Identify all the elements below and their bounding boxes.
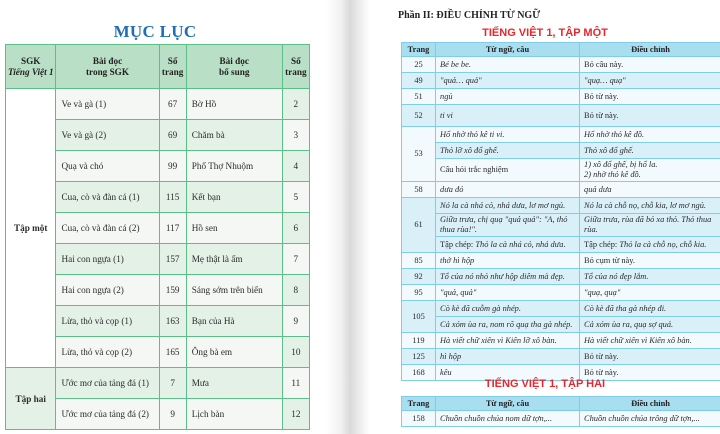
- table-row: [402, 89, 720, 105]
- adjust-cell: Hà viết chữ xiên vì Kiên xô bàn.: [580, 333, 720, 349]
- phrase-cell: "quả, quả": [436, 285, 580, 301]
- phrase-cell: ti vi: [436, 105, 580, 127]
- adjust-cell: Cả xóm ùa ra, quạ sợ quá.: [580, 317, 720, 333]
- table-row: [402, 349, 720, 365]
- page-cell: 58: [402, 182, 436, 198]
- extra-page: 9: [282, 306, 309, 337]
- adjust-cell: Cò kè đã tha gà nhép đi.: [580, 301, 720, 317]
- volume1-title: TIẾNG VIỆT 1, TẬP MỘT: [482, 27, 608, 39]
- extra-page: 6: [282, 213, 309, 244]
- phrase-cell: Hà viết chữ xiên vì Kiên lỡ xô bàn.: [436, 333, 580, 349]
- reading-title: Lừa, thỏ và cọp (2): [56, 337, 159, 368]
- table-row: [402, 411, 720, 427]
- reading-page: 69: [159, 120, 186, 151]
- phrase-cell: dưa đỏ: [436, 182, 580, 198]
- volume-label: Tập hai: [6, 368, 56, 430]
- extra-title: Mẹ thật là ấm: [186, 244, 282, 275]
- table-row: [402, 301, 720, 317]
- adjust-cell: Tổ của nó đẹp lắm.: [580, 269, 720, 285]
- right-page: [370, 0, 720, 434]
- reading-page: 117: [159, 213, 186, 244]
- adjust-cell: Bỏ từ này.: [580, 105, 720, 127]
- table-header-row: [402, 43, 720, 57]
- reading-page: 159: [159, 275, 186, 306]
- phrase-cell: Thỏ lỡ xô đổ ghế.: [436, 143, 580, 159]
- adjust-cell: Nó la cà chỗ nọ, chỗ kia, lơ mơ ngủ.: [580, 198, 720, 214]
- adjust-cell: "quạ, quạ": [580, 285, 720, 301]
- table-row: [402, 333, 720, 349]
- page-cell: 25: [402, 57, 436, 73]
- header-phrase: Từ ngữ, câu: [436, 397, 580, 411]
- volume2-title: TIẾNG VIỆT 1, TẬP HAI: [484, 378, 606, 390]
- table-row: [402, 182, 720, 198]
- page-cell: 49: [402, 73, 436, 89]
- phrase-cell: hì hộp: [436, 349, 580, 365]
- table-row: [402, 285, 720, 301]
- book-gutter: [326, 0, 370, 434]
- adjust-cell: Chuồn chuồn chúa trông dữ tợn,...: [580, 411, 720, 427]
- extra-page: 10: [282, 337, 309, 368]
- page-cell: 53: [402, 127, 436, 182]
- table-row: [402, 269, 720, 285]
- adjust-cell: "quạ… quạ": [580, 73, 720, 89]
- phrase-cell: "quả… quả": [436, 73, 580, 89]
- reading-title: Ve và gà (2): [56, 120, 159, 151]
- header-reading: Bài đọc trong SGK: [56, 45, 159, 89]
- page-cell: 51: [402, 89, 436, 105]
- phrase-cell: Cả xóm ùa ra, nom rõ quạ tha gà nhép.: [436, 317, 580, 333]
- part-title: Phần II: ĐIỀU CHỈNH TỪ NGỮ: [398, 10, 541, 21]
- reading-title: Quạ và chó: [56, 151, 159, 182]
- extra-page: 3: [282, 120, 309, 151]
- reading-page: 9: [159, 399, 186, 430]
- page-cell: 92: [402, 269, 436, 285]
- extra-title: Lịch bàn: [186, 399, 282, 430]
- header-extra-page: Số trang: [282, 45, 309, 89]
- table-row: [402, 127, 720, 143]
- adjust-cell: Bỏ cụm từ này.: [580, 253, 720, 269]
- phrase-cell: Giữa trưa, chị quạ "quả quả": "A, thỏ thua rùa!".: [436, 214, 580, 237]
- header-page: Trang: [402, 397, 436, 411]
- reading-page: 157: [159, 244, 186, 275]
- adjust-cell: Bỏ từ này.: [580, 349, 720, 365]
- table-row: [402, 317, 720, 333]
- extra-title: Sáng sớm trên biển: [186, 275, 282, 306]
- table-row: [402, 73, 720, 89]
- extra-title: Phố Thợ Nhuộm: [186, 151, 282, 182]
- toc-table: [5, 44, 310, 430]
- page-cell: 119: [402, 333, 436, 349]
- page-cell: 125: [402, 349, 436, 365]
- extra-title: Mưa: [186, 368, 282, 399]
- page-cell: 105: [402, 301, 436, 333]
- reading-title: Hai con ngựa (2): [56, 275, 159, 306]
- table-row: [6, 89, 310, 120]
- page-cell: 52: [402, 105, 436, 127]
- extra-page: 8: [282, 275, 309, 306]
- extra-page: 2: [282, 89, 309, 120]
- extra-page: 5: [282, 182, 309, 213]
- table-row: [402, 105, 720, 127]
- phrase-cell: Bé be be.: [436, 57, 580, 73]
- extra-page: 4: [282, 151, 309, 182]
- page-cell: 168: [402, 365, 436, 381]
- extra-title: Kết bạn: [186, 182, 282, 213]
- adjust-cell: Hổ nhờ thỏ kê đồ.: [580, 127, 720, 143]
- adjust-cell: 1) xô đổ ghế, bị hổ la. 2) nhờ thỏ kê đồ.: [580, 159, 720, 182]
- adjust-cell: Bỏ từ này.: [580, 89, 720, 105]
- extra-page: 12: [282, 399, 309, 430]
- toc-title: MỤC LỤC: [113, 22, 197, 41]
- adjust-cell: Tập chép: Thỏ la cà chỗ nọ, chỗ kia.: [580, 237, 720, 253]
- extra-title: Chăm bà: [186, 120, 282, 151]
- table-row: [402, 214, 720, 237]
- phrase-cell: Hổ nhờ thỏ kê ti vi.: [436, 127, 580, 143]
- extra-title: Hồ sen: [186, 213, 282, 244]
- phrase-cell: Nó la cà nhá cỏ, nhá dưa, lơ mơ ngủ.: [436, 198, 580, 214]
- extra-title: Bờ Hồ: [186, 89, 282, 120]
- reading-title: Lừa, thỏ và cọp (1): [56, 306, 159, 337]
- table-header-row: [402, 397, 720, 411]
- header-page: Trang: [402, 43, 436, 57]
- toc-header-row: [6, 45, 310, 89]
- phrase-cell: kêu: [436, 365, 580, 381]
- adjust-cell: Bỏ câu này.: [580, 57, 720, 73]
- table-row: [402, 253, 720, 269]
- header-phrase: Từ ngữ, câu: [436, 43, 580, 57]
- table-row: [402, 143, 720, 159]
- page-cell: 85: [402, 253, 436, 269]
- extra-title: Bạn của Hà: [186, 306, 282, 337]
- adjust-table-vol1: [401, 42, 720, 381]
- reading-page: 163: [159, 306, 186, 337]
- reading-title: Cua, cò và đàn cá (2): [56, 213, 159, 244]
- header-extra-reading: Bài đọc bổ sung: [186, 45, 282, 89]
- adjust-cell: quả dưa: [580, 182, 720, 198]
- page-cell: 95: [402, 285, 436, 301]
- reading-title: Ve và gà (1): [56, 89, 159, 120]
- reading-title: Cua, cò và đàn cá (1): [56, 182, 159, 213]
- reading-page: 99: [159, 151, 186, 182]
- reading-page: 165: [159, 337, 186, 368]
- phrase-cell: thở hì hộp: [436, 253, 580, 269]
- reading-page: 7: [159, 368, 186, 399]
- adjust-table-vol2: [401, 396, 720, 427]
- reading-page: 115: [159, 182, 186, 213]
- header-adjust: Điều chỉnh: [580, 43, 720, 57]
- table-row: [402, 198, 720, 214]
- phrase-cell: Câu hỏi trắc nghiệm: [436, 159, 580, 182]
- phrase-cell: Tập chép: Thỏ la cà nhá cỏ, nhá dưa.: [436, 237, 580, 253]
- adjust-cell: Giữa trưa, rùa đã bỏ xa thỏ. Thỏ thua rùa.: [580, 214, 720, 237]
- table-row: [402, 237, 720, 253]
- header-page: Số trang: [159, 45, 186, 89]
- left-page: [0, 0, 350, 434]
- page-cell: 61: [402, 198, 436, 253]
- volume-label: Tập một: [6, 89, 56, 368]
- phrase-cell: ngủ: [436, 89, 580, 105]
- adjust-cell: Thỏ xô đổ ghế.: [580, 143, 720, 159]
- header-sgk: SGK Tiếng Việt 1: [6, 45, 56, 89]
- extra-page: 7: [282, 244, 309, 275]
- page-cell: 158: [402, 411, 436, 427]
- reading-title: Ước mơ của tảng đá (2): [56, 399, 159, 430]
- table-row: [6, 368, 310, 399]
- table-row: [402, 57, 720, 73]
- adjust-cell: Bỏ từ này.: [580, 365, 720, 381]
- phrase-cell: Cò kè đã cuỗm gà nhép.: [436, 301, 580, 317]
- extra-page: 11: [282, 368, 309, 399]
- phrase-cell: Tổ của nó nhỏ như hộp diêm mà đẹp.: [436, 269, 580, 285]
- phrase-cell: Chuồn chuồn chúa nom dữ tợn,...: [436, 411, 580, 427]
- reading-title: Hai con ngựa (1): [56, 244, 159, 275]
- reading-title: Ước mơ của tảng đá (1): [56, 368, 159, 399]
- reading-page: 67: [159, 89, 186, 120]
- table-row: [402, 159, 720, 182]
- extra-title: Ông bà em: [186, 337, 282, 368]
- header-adjust: Điều chỉnh: [580, 397, 720, 411]
